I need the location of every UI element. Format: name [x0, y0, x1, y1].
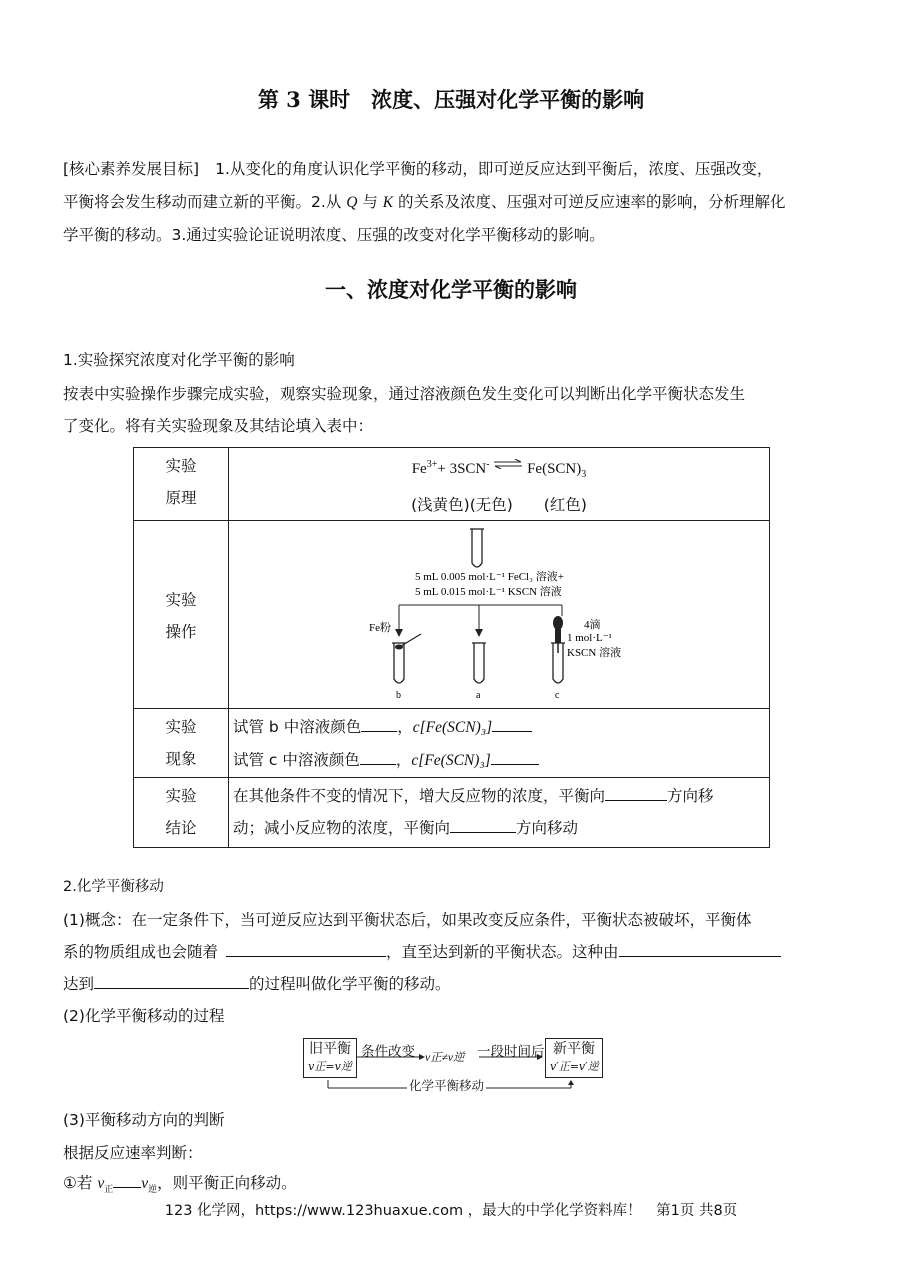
- goals-text-2b: 的关系及浓度、压强对可逆反应速率的影响，分析理解化: [393, 193, 786, 211]
- old-label: 旧平衡: [309, 1041, 351, 1057]
- old-equilibrium-box: [303, 1038, 357, 1078]
- goals-text-2a: 平衡将会发生移动而建立新的平衡。2.从: [63, 193, 347, 211]
- equation: [233, 450, 765, 490]
- answer-blank[interactable]: [226, 940, 386, 957]
- concl-text-1a: 在其他条件不变的情况下，增大反应物的浓度，平衡向: [233, 787, 606, 805]
- concept-line-1: (1)概念：在一定条件下，当可逆反应达到平衡状态后，如果改变反应条件，平衡状态被破坏，平衡体: [63, 911, 752, 929]
- answer-blank[interactable]: [360, 748, 396, 765]
- obs-b-text: 试管 b 中溶液颜色: [233, 718, 362, 736]
- time-label: 一段时间后: [477, 1044, 545, 1060]
- goals-line-1: [63, 152, 772, 186]
- subheading-equilibrium-shift: 2.化学平衡移动: [63, 879, 164, 895]
- goals-label: [核心素养发展目标]: [63, 160, 200, 178]
- page-title: 第 3 课时 浓度、压强对化学平衡的影响: [257, 87, 645, 112]
- color-labels: (浅黄色)(无色) (红色): [411, 496, 587, 514]
- observation-b: 试管 b 中溶液颜色 ，c[Fe(SCN)₃]: [233, 711, 765, 744]
- label-observation: [134, 709, 229, 778]
- dropper-icon: [553, 616, 563, 653]
- concept-text-3a: 达到: [63, 975, 95, 993]
- conclusion-line-2: [233, 812, 765, 844]
- table-row: [134, 448, 770, 521]
- eq-product-sub: 3: [581, 469, 587, 480]
- conclusion-line-1: [233, 780, 765, 812]
- concept-text-3b: 的过程叫做化学平衡的移动。: [249, 975, 451, 993]
- label-conclusion: [134, 778, 229, 848]
- goals-line-2: [63, 185, 786, 220]
- answer-blank[interactable]: [492, 715, 532, 732]
- k-symbol: K: [382, 194, 394, 211]
- obs-c-text: 试管 c 中溶液颜色: [233, 751, 360, 769]
- fe-powder-label: Fe粉: [369, 622, 391, 634]
- tube-c-label: c: [555, 690, 560, 701]
- label-line: 实验: [165, 590, 197, 609]
- label-line: 实验: [165, 718, 197, 736]
- item-1-prefix: ①若: [63, 1174, 98, 1192]
- item-1-suffix: ，则平衡正向移动。: [157, 1174, 297, 1192]
- rates-unequal: v正≠v逆: [425, 1052, 465, 1064]
- experiment-table: [133, 447, 770, 848]
- kscn-label: KSCN 溶液: [567, 647, 622, 659]
- label-operation: [134, 521, 229, 709]
- observation-cell: [229, 709, 770, 778]
- test-tube-a-icon: [472, 643, 486, 683]
- new-equilibrium-box: [545, 1038, 603, 1078]
- v-forward: v: [97, 1175, 105, 1192]
- conc-expression: c[Fe(SCN)₃]: [411, 752, 491, 769]
- concept-text-2b: ，直至达到新的平衡状态。这种由: [386, 943, 619, 961]
- intro-line-1: 按表中实验操作步骤完成实验，观察实验现象，通过溶液颜色发生变化可以判断出化学平衡状态发生: [63, 385, 746, 403]
- old-eq: v正=v逆: [308, 1060, 352, 1073]
- label-principle: [134, 448, 229, 521]
- label-line: 操作: [165, 622, 197, 641]
- principle-cell: [229, 448, 770, 521]
- eq-fe: Fe: [411, 461, 427, 477]
- new-eq: v′正=v′逆: [550, 1060, 599, 1073]
- section-heading-concentration: 一、浓度对化学平衡的影响: [325, 277, 577, 302]
- drops-label: 4滴: [584, 619, 601, 631]
- answer-blank[interactable]: [450, 816, 516, 833]
- operation-cell: [229, 521, 770, 709]
- concl-text-1b: 方向移: [667, 787, 714, 805]
- v-forward-sub: 正: [104, 1185, 114, 1196]
- eq-product: Fe(SCN): [527, 461, 582, 477]
- conc-expression: c[Fe(SCN)₃]: [412, 719, 493, 736]
- condition-change-label: 条件改变: [361, 1044, 415, 1060]
- eq-scn: + 3SCN: [437, 461, 487, 477]
- concl-text-2a: 动；减小反应物的浓度，平衡向: [233, 819, 451, 837]
- conc-label: 1 mol·L⁻¹: [567, 632, 612, 644]
- tube-a-label: a: [476, 690, 481, 701]
- concept-text-2a: 系的物质组成也会随着: [63, 943, 219, 961]
- equilibrium-shift-label: 化学平衡移动: [409, 1078, 485, 1093]
- table-row: [134, 709, 770, 778]
- subheading-experiment: 1.实验探究浓度对化学平衡的影响: [63, 351, 295, 369]
- answer-blank[interactable]: [619, 940, 781, 957]
- top-test-tube-icon: [470, 529, 484, 567]
- goals-line-3: 学平衡的移动。3.通过实验论证说明浓度、压强的改变对化学平衡移动的影响。: [63, 226, 605, 244]
- equilibrium-arrow-icon: [493, 459, 523, 469]
- answer-blank[interactable]: [605, 784, 667, 801]
- intro-line-2: 了变化。将有关实验现象及其结论填入表中：: [63, 417, 374, 435]
- concept-line-3: [63, 967, 451, 1001]
- eq-scn-charge: -: [486, 459, 490, 470]
- conclusion-cell: [229, 778, 770, 848]
- v-reverse: v: [141, 1175, 149, 1192]
- page-footer: 123 化学网，https://www.123huaxue.com ，最大的中学化学资料库！ 第1页 共8页: [164, 1203, 738, 1219]
- label-line: 现象: [165, 750, 197, 768]
- tube-b-label: b: [396, 690, 401, 701]
- table-row: [134, 778, 770, 848]
- q-symbol: Q: [346, 194, 358, 211]
- reagent-line-2: 5 mL 0.015 mol·L⁻¹ KSCN 溶液: [415, 586, 562, 598]
- eq-fe-charge: 3+: [426, 459, 438, 470]
- by-rate-text: 根据反应速率判断：: [63, 1144, 203, 1162]
- answer-blank[interactable]: [491, 748, 539, 765]
- shift-flow-diagram: [303, 1038, 603, 1092]
- v-reverse-sub: 逆: [148, 1185, 158, 1196]
- answer-blank[interactable]: [113, 1171, 141, 1188]
- label-line: 实验: [165, 457, 197, 475]
- reagent-line-1: 5 mL 0.005 mol·L⁻¹ FeCl₃ 溶液+: [415, 571, 564, 583]
- label-line: 结论: [165, 819, 197, 837]
- goals-with: 与: [357, 193, 383, 211]
- process-heading: (2)化学平衡移动的过程: [63, 1007, 225, 1025]
- label-line: 原理: [165, 489, 197, 507]
- concl-text-2b: 方向移动: [516, 819, 579, 837]
- goals-text-1: 1.从变化的角度认识化学平衡的移动，即可逆反应达到平衡后，浓度、压强改变，: [215, 160, 773, 178]
- table-row: [134, 521, 770, 709]
- observation-c: 试管 c 中溶液颜色 ，c[Fe(SCN)₃]: [233, 744, 765, 777]
- label-line: 实验: [165, 787, 197, 805]
- experiment-figure: [229, 521, 769, 707]
- answer-blank[interactable]: [361, 715, 397, 732]
- concept-line-2: [63, 935, 781, 969]
- direction-heading: (3)平衡移动方向的判断: [63, 1111, 225, 1129]
- new-label: 新平衡: [553, 1041, 595, 1057]
- answer-blank[interactable]: [94, 972, 249, 989]
